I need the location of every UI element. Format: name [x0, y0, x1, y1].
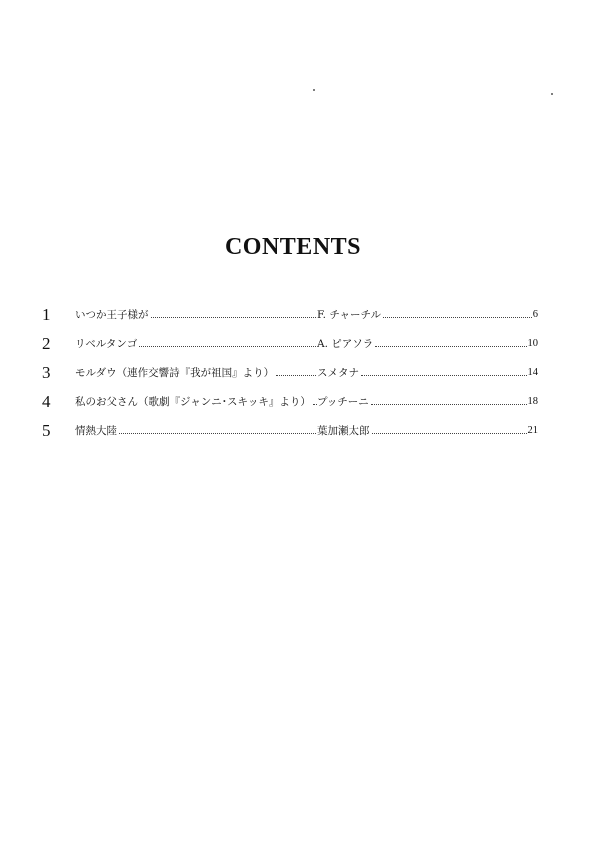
table-of-contents — [42, 300, 538, 445]
entry-composer-cell — [317, 394, 538, 409]
dot-leader — [375, 345, 526, 347]
dot-leader — [119, 432, 316, 434]
toc-entry — [42, 416, 538, 445]
entry-title: リベルタンゴ — [75, 338, 138, 350]
entry-number: 1 — [42, 304, 51, 324]
entry-number: 3 — [42, 362, 51, 382]
toc-entry — [42, 329, 538, 358]
entry-composer-cell — [317, 365, 538, 380]
entry-page: 6 — [532, 309, 538, 320]
dot-leader — [383, 316, 532, 318]
entry-page: 10 — [527, 338, 538, 349]
entry-title-cell — [75, 394, 317, 409]
page-title: CONTENTS — [224, 234, 362, 260]
entry-composer-cell — [317, 307, 538, 322]
entry-composer: A. ピアソラ — [317, 338, 374, 350]
entry-page: 14 — [527, 367, 538, 378]
speck-mark — [551, 93, 553, 95]
toc-entry — [42, 300, 538, 329]
entry-title: モルダウ（連作交響詩『我が祖国』より） — [75, 367, 275, 379]
entry-number: 2 — [42, 333, 51, 353]
entry-number: 5 — [42, 420, 51, 440]
toc-entry — [42, 358, 538, 387]
entry-composer: スメタナ — [317, 367, 359, 379]
dot-leader — [372, 432, 527, 434]
entry-page: 18 — [527, 396, 538, 407]
entry-composer: F. チャーチル — [317, 309, 381, 321]
entry-composer: 葉加瀬太郎 — [317, 425, 370, 437]
entry-title: 私のお父さん（歌劇『ジャンニ･スキッキ』より） — [75, 396, 311, 408]
entry-title-cell — [75, 307, 317, 322]
entry-page: 21 — [527, 425, 538, 436]
entry-title-cell — [75, 423, 317, 438]
entry-number: 4 — [42, 391, 51, 411]
dot-leader — [313, 403, 317, 405]
dot-leader — [139, 345, 316, 347]
entry-title-cell — [75, 365, 317, 380]
entry-composer-cell — [317, 423, 538, 438]
entry-composer-cell — [317, 336, 538, 351]
speck-mark — [313, 89, 315, 91]
dot-leader — [276, 374, 316, 376]
entry-composer: プッチーニ — [317, 396, 369, 408]
entry-title-cell — [75, 336, 317, 351]
toc-entry — [42, 387, 538, 416]
entry-title: いつか王子様が — [75, 309, 149, 321]
dot-leader — [151, 316, 317, 318]
dot-leader — [361, 374, 527, 376]
dot-leader — [371, 403, 527, 405]
entry-title: 情熱大陸 — [75, 425, 117, 437]
